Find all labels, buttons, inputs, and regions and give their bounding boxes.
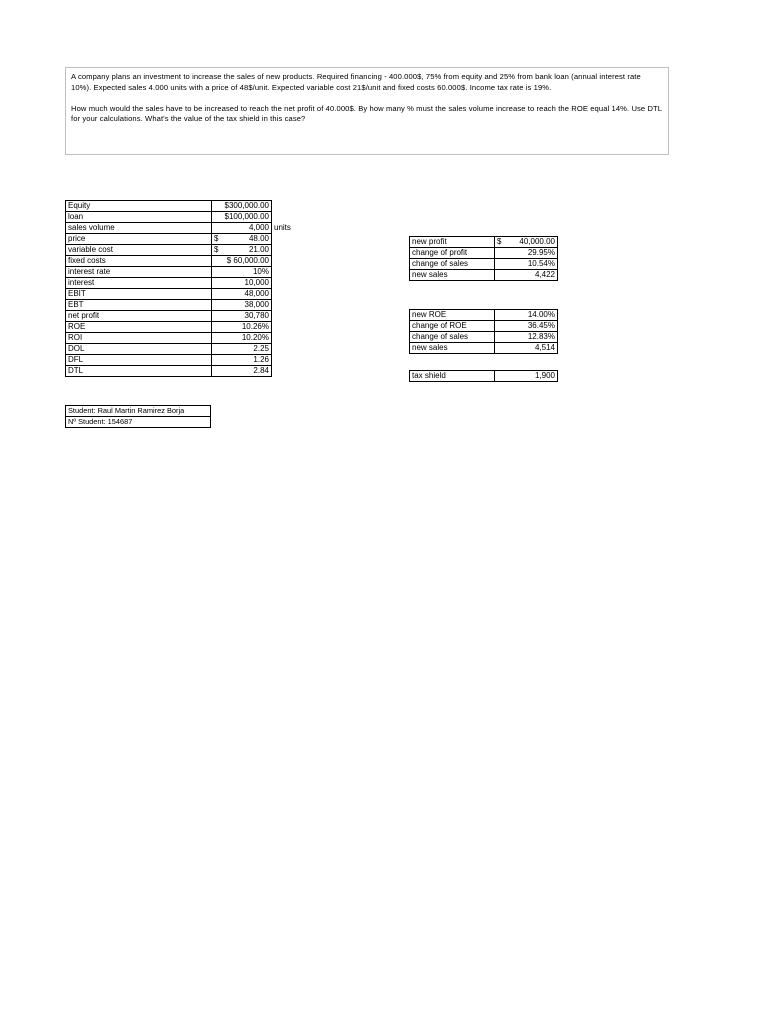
row-value-cell[interactable] [495,237,558,248]
table-row [66,201,294,212]
row-label-cell[interactable]: sales volume [66,223,212,234]
row-value-cell[interactable]: 10.54% [495,259,558,270]
roe-target-table [409,309,558,354]
table-row [410,259,558,270]
problem-paragraph-1: A company plans an investment to increase the sales of new products. Required financing - 400.000$, 75% from equity and 25% from bank loan (annual interest rate 10%). Expected sales 4.000 units with a price of 48$/unit. Expected variable cost 21$/unit and fixed costs 60.000$. Income tax rate is 19%. [71,72,641,92]
row-value-cell[interactable]: 30,780 [212,311,272,322]
table-row [66,366,294,377]
row-value-cell[interactable]: 10% [212,267,272,278]
table-row [410,310,558,321]
amount: 48.00 [248,234,269,243]
row-label-cell[interactable]: new ROE [410,310,495,321]
unit-label: units [274,223,291,232]
table-row [410,343,558,354]
row-label-cell[interactable]: DFL [66,355,212,366]
row-label-cell[interactable]: loan [66,212,212,223]
table-row [66,245,294,256]
row-label-cell[interactable]: Equity [66,201,212,212]
amount: 21.00 [248,245,269,254]
table-row [410,248,558,259]
table-row [66,406,211,417]
row-label-cell[interactable]: EBIT [66,289,212,300]
row-value-cell[interactable] [212,245,272,256]
table-row [66,333,294,344]
row-value-cell[interactable]: $300,000.00 [212,201,272,212]
row-value-cell[interactable]: 10,000 [212,278,272,289]
currency-symbol: $ [214,245,219,254]
table-row [66,289,294,300]
currency-value [214,245,269,255]
row-label-cell[interactable]: EBT [66,300,212,311]
row-label-cell[interactable]: interest rate [66,267,212,278]
row-value-cell[interactable] [212,234,272,245]
problem-paragraph-2: How much would the sales have to be increased to reach the net profit of 40.000$. By how many % must the sales volume increase to reach the ROE equal 14%. Use DTL for your calculations. What's the value of the tax shield in this case? [71,103,662,124]
table-row [66,234,294,245]
row-label-cell[interactable]: tax shield [410,371,495,382]
table-row [66,267,294,278]
table-row [66,311,294,322]
table-row [66,256,294,267]
row-label-cell[interactable]: change of ROE [410,321,495,332]
table-row [66,300,294,311]
row-value-cell[interactable]: 2.84 [212,366,272,377]
row-value-cell[interactable]: 4,000 [212,223,272,234]
currency-symbol: $ [497,237,502,246]
table-row [66,417,211,428]
row-value-cell[interactable]: $ 60,000.00 [212,256,272,267]
currency-value [497,237,555,247]
table-row [410,371,558,382]
row-label-cell[interactable]: change of sales [410,332,495,343]
table-row [410,321,558,332]
table-row [410,332,558,343]
amount: 40,000.00 [519,237,555,246]
table-row [410,270,558,281]
currency-symbol: $ [214,234,219,243]
row-value-cell[interactable]: 4,422 [495,270,558,281]
row-label-cell[interactable]: new sales [410,343,495,354]
row-value-cell[interactable]: 14.00% [495,310,558,321]
table-row [66,278,294,289]
profit-target-table [409,236,558,281]
table-row [66,322,294,333]
row-label-cell[interactable]: interest [66,278,212,289]
table-row [66,223,294,234]
row-label-cell[interactable]: ROI [66,333,212,344]
row-label-cell[interactable]: net profit [66,311,212,322]
row-label-cell[interactable]: price [66,234,212,245]
row-label-cell[interactable]: new sales [410,270,495,281]
row-label-cell[interactable]: DTL [66,366,212,377]
row-value-cell[interactable]: 2.25 [212,344,272,355]
row-value-cell[interactable]: 36.45% [495,321,558,332]
student-number[interactable]: Nº Student: 154687 [66,417,211,428]
row-label-cell[interactable]: change of sales [410,259,495,270]
student-info-table [65,405,211,428]
row-value-cell[interactable]: 48,000 [212,289,272,300]
row-label-cell[interactable]: DOL [66,344,212,355]
table-row [66,344,294,355]
row-value-cell[interactable]: 29.95% [495,248,558,259]
problem-statement [65,67,669,155]
main-calculation-table [65,200,294,377]
row-label-cell[interactable]: new profit [410,237,495,248]
currency-value [214,234,269,244]
tax-shield-table [409,370,558,382]
table-row [410,237,558,248]
row-value-cell[interactable]: 10.26% [212,322,272,333]
row-value-cell[interactable]: 1.26 [212,355,272,366]
row-value-cell[interactable]: 4,514 [495,343,558,354]
table-row [66,355,294,366]
table-row [66,212,294,223]
student-name[interactable]: Student: Raul Martin Ramirez Borja [66,406,211,417]
row-value-cell[interactable]: 10.20% [212,333,272,344]
row-label-cell[interactable]: fixed costs [66,256,212,267]
row-value-cell[interactable]: 38,000 [212,300,272,311]
row-label-cell[interactable]: change of profit [410,248,495,259]
row-value-cell[interactable]: $100,000.00 [212,212,272,223]
row-label-cell[interactable]: variable cost [66,245,212,256]
row-label-cell[interactable]: ROE [66,322,212,333]
row-value-cell[interactable]: 1,900 [495,371,558,382]
row-value-cell[interactable]: 12.83% [495,332,558,343]
